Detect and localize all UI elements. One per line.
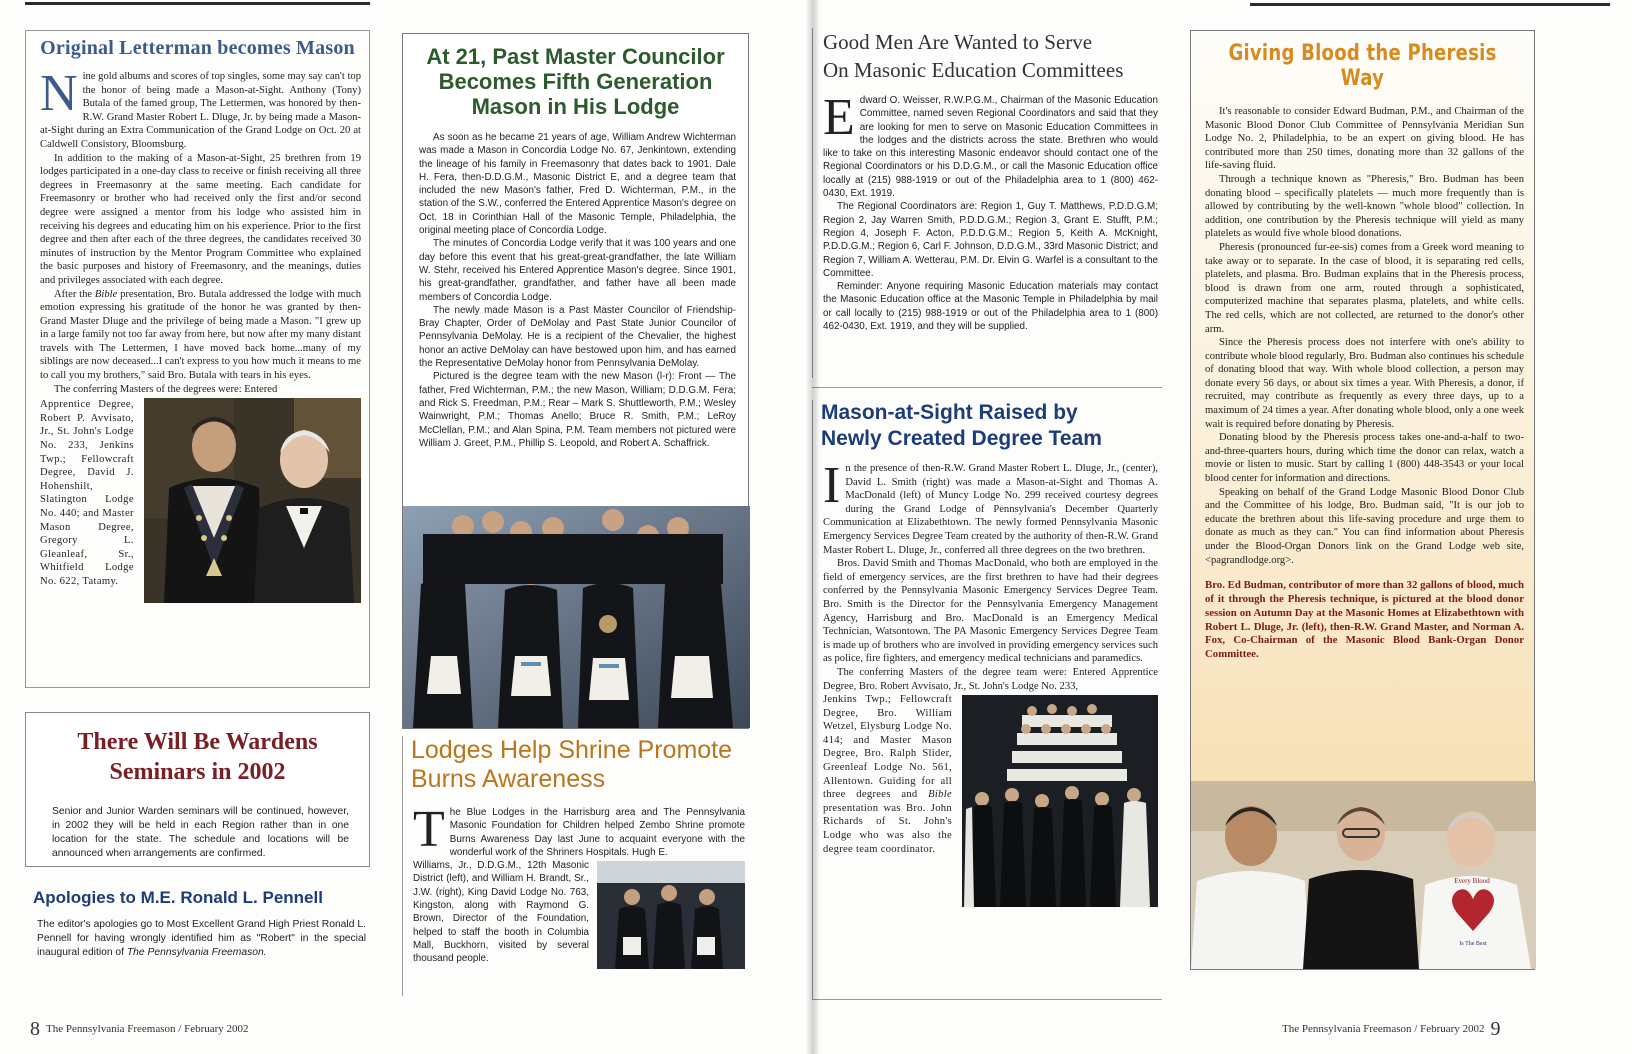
shrine-article (402, 736, 749, 996)
blood-p6: Speaking on behalf of the Grand Lodge Masonic Blood Donor Club and the Committee of his lodge, Bro. Budman said, "It is our job to educate the brethren about this life-saving procedure and urge them to donate as much as they can." You can find information about Pheresis under the Blood-Organ Donors link on the Grand Lodge web site, <pagrandlodge.org>. (1205, 486, 1524, 566)
education-p3: Reminder: Anyone requiring Masonic Education materials may contact the Masonic Education office at the Masonic Temple in Philadelphia by mail or call locally to (215) 988-1919 or out of the Philadelphia area to 1 (800) 462-0430, Ext. 1919, and they will be supplied. (823, 281, 1158, 333)
shrine-body (403, 794, 749, 969)
education-divider (812, 387, 1162, 388)
degree-team-photo (403, 506, 750, 728)
education-p2: The Regional Coordinators are: Region 1, Guy T. Matthews, P.D.D.G.M; Region 2, Jay Warren Smith, P.D.D.G.M.; Region 3, Grant E. Stufft, P.M.; Region 4, Joseph F. Acton, P.D.D.G.M.; Region 5, Keith A. McKnight, P.D.D.G.M.; Region 6, Carl F. Johnson, D.D.G.M., 33rd Masonic District; and Region 7, William A. Wetterau, P.M. Dr. Elvin G. Warfel is a consultant to the Committee. (823, 201, 1158, 279)
top-rule (25, 2, 370, 5)
shirt-text-2: Is The Best (1459, 941, 1487, 947)
degree-team-title: Mason-at-Sight Raised by Newly Created Degree Team (821, 401, 1102, 450)
letterman-p4a: The conferring Masters of the degrees were: Entered (54, 383, 278, 395)
blood-body (1191, 91, 1534, 567)
wardens-body: Senior and Junior Warden seminars will be continued, however, in 2002 they will be held in each Region rather than in one location for the state. The schedule and locations will be announced when arrangements are confirmed. (52, 806, 349, 859)
blood-article (1190, 30, 1535, 970)
education-dropcap: E (823, 89, 855, 146)
education-title: Good Men Are Wanted to Serve On Masonic Education Committees (823, 30, 1124, 82)
letterman-p3: After the Bible presentation, Bro. Butala addressed the lodge with much emotion expressing his gratitude of the honor he was granted by then-Grand Master Dluge and the privilege of being made a Mason. "I grew up in a large family not too far away from here, but now after my many distant travels with The Lettermen, I have moved back home...many of my siblings are now deceased...I can't express to you how much it means to me to call you my brothers," said Bro. Butala with tears in his eyes. (40, 288, 362, 382)
apologies-title: Apologies to M.E. Ronald L. Pennell (33, 888, 323, 907)
wichterman-p2: The minutes of Concordia Lodge verify that it was 100 years and one day before this event that his great-great-grandfather, the late William W. Stehr, received his Entered Apprentice Mason's degree. Since 1901, his great-grandfather, grandfather, and father have all been made members of Concordia Lodge. (419, 238, 736, 303)
shrine-dropcap: T (413, 801, 445, 858)
left-folio: 8 The Pennsylvania Freemason / February 2002 (30, 1018, 249, 1040)
wichterman-p4: Pictured is the degree team with the new Mason (l-r): Front — The father, Fred Wichterman, P.M.; the new Mason, William; D.D.G.M. Fera; and Rick S. Freedman, P.M.; Rear – Mark S. Shuttleworth, P.M.; Wesley Wainwright, P.M.; Thomas Anello; Bruce R. Smith, P.M.; LeRoy McClellan, P.M.; and Alan Spina, P.M. Team members not pictured were William J. Greet, P.M., Phillip S. Leopold, and Robert A. Schaffrick. (419, 371, 736, 449)
letterman-p1: ine gold albums and scores of top singles, some may say can't top the honor of being made a Mason-at-Sight. Anthony (Tony) Butala of the famed group, The Lettermen, was honored by then-R.W. Grand Master Robert L. Dluge, Jr. by being made a Mason-at-Sight during an Extra Communication of the Grand Lodge on Oct. 20 at Caldwell Consistory, Bloomsburg. (40, 71, 361, 150)
top-rule-right (1250, 3, 1610, 6)
budman-photo (1191, 781, 1536, 969)
blood-p1: It's reasonable to consider Edward Budman, P.M., and Chairman of the Masonic Blood Donor Club Committee of Pennsylvania Meridian Sun Lodge No. 2, Philadelphia, to be an expert on giving blood. He has contributed more than 250 times, donating more than 32 gallons of the life-saving fluid. (1205, 106, 1524, 172)
degree-team-body (813, 452, 1162, 907)
letterman-dropcap: N (40, 65, 78, 122)
right-folio: The Pennsylvania Freemason / February 2002 9 (1282, 1018, 1501, 1040)
degree-team-dropcap: I (823, 457, 841, 514)
blood-p2: Through a technique known as "Pheresis," Bro. Budman has been donating blood – specifically platelets — much more frequently than is allowed by contributing by the well-known "whole blood" collection. In addition, one contribution by the Pheresis technique will yield as many platelets as would five whole blood donations. (1205, 173, 1524, 240)
education-body (813, 84, 1162, 333)
left-page (0, 0, 812, 1054)
letterman-p2: In addition to the making of a Mason-at-Sight, 25 brethren from 19 lodges participated in a one-day class to receive or finish receiving all three degrees in Freemasonry at the same meeting. Each candidate for Freemasonry or brother who had received only the first and/or second degree were assigned a mentor from his lodge who assisted him in receiving his degrees and educating him on his experience. Prior to the first degree and then after each of the three degrees, the candidates received 30 minutes of instruction by the Mentor Program Committee who explained the basic purposes and history of Freemasonry, and the meanings, duties and privileges associated with each degree. (40, 152, 361, 286)
degree-team-p3b: Jenkins Twp.; Fellowcraft Degree, Bro. William Wetzel, Elysburg Lodge No. 414; and Master Mason Degree, Bro. Ralph Slider, Greenleaf Lodge No. 561, Allentown. Guiding for all three degrees and Bible presentation was Bro. John Richards of St. John's Lodge who was also the degree team coordinator. (823, 694, 952, 855)
letterman-article (25, 30, 370, 688)
emergency-team-photo (962, 695, 1158, 907)
shirt-text-1: Every Blood (1454, 877, 1490, 885)
degree-team-p2: Bros. David Smith and Thomas MacDonald, who both are employed in the field of emergency services, are the first brethren to have had their degrees conferred by the Pennsylvania Masonic Emergency Services Degree Team. Bro. Smith is the Director for the Pennsylvania Emergency Management Agency, Harrisburg and Bro. MacDonald is an Emergency Medical Technician, Watsontown. The PA Masonic Emergency Services Degree Team is made up of brothers who are involved in providing emergency services such as police, fire fighters, and emergency medical technicians and paramedics. (823, 558, 1158, 665)
shrine-title: Lodges Help Shrine Promote Burns Awareness (411, 736, 733, 793)
blood-p4: Since the Pheresis process does not interfere with one's ability to contribute whole blood regularly, Bro. Budman also continues his schedule of donating blood that way. With whole blood collection, a person may donate every 56 days, or about six times a year. With Pheresis, a donor, if recruited, may contribute as frequently as every three days, up to a maximum of 24 times a year. After donating whole blood, only a one week wait is required before donating by Pheresis. (1205, 337, 1524, 430)
wardens-box (25, 712, 370, 867)
shrine-p1: he Blue Lodges in the Harrisburg area and The Pennsylvania Masonic Foundation for Children helped Zembo Shrine promote Burns Awareness Day last June to acquaint everyone with the wonderful work of the Shriners Hospitals. Hugh E. (449, 807, 745, 858)
right-page (812, 0, 1632, 1054)
wichterman-p1: As soon as he became 21 years of age, William Andrew Wichterman was made a Mason in Concordia Lodge No. 67, Jenkintown, extending the lineage of his family in Freemasonry that dates back to 1901. Dale H. Fera, then-D.D.G.M., Masonic District E, and a degree team that included the new Mason's father, Fred D. Wichterman, P.M., in the station of the S.W., conferred the Entered Apprentice Mason's degree on Oct. 18 in Corinthian Hall of the Masonic Temple, Philadelphia, the original meeting place of Concordia Lodge. (419, 132, 736, 237)
apologies-article (25, 884, 370, 964)
wichterman-article (402, 33, 749, 729)
degree-team-p1: n the presence of then-R.W. Grand Master Robert L. Dluge, Jr., (center), David L. Smith (right) was made a Mason-at-Sight and Thomas A. MacDonald (left) of Muncy Lodge No. 299 received courtesy degrees during the Grand Lodge of Pennsylvania's December Quarterly Communication at Elizabethtown. The newly formed Pennsylvania Masonic Emergency Services Degree Team created by the authority of then-R.W. Grand Master Robert L. Dluge, Jr., conferred all three degrees on the two brethren. (823, 463, 1158, 556)
shrine-p2: Williams, Jr., D.D.G.M., 12th Masonic District (left), and William H. Brandt, Sr., J.W. (right), King David Lodge No. 763, Kingston, along with Raymond G. Brown, Director of the Foundation, helped to staff the booth in Columbia Mall, Buckhorn, visited by several thousand people. (413, 860, 589, 965)
spine-shadow (806, 0, 820, 1054)
letterman-title: Original Letterman becomes Mason (40, 37, 355, 59)
wichterman-body (403, 119, 748, 450)
letterman-body (26, 65, 369, 603)
wardens-title: There Will Be Wardens Seminars in 2002 (77, 729, 318, 785)
education-article (812, 28, 1162, 378)
blood-p3: Pheresis (pronounced fur-ee-sis) comes from a Greek word meaning to take away or to separate. In the case of blood, it is separating red cells, platelets, and plasma. Bro. Budman explains that in the Pheresis process, blood is drawn from one arm, routed through a sophisticated, computerized machine that separates plasma, platelets, and white cells. The red cells, which are not collected, are returned to the donor's other arm. (1205, 241, 1524, 335)
apologies-body: The editor's apologies go to Most Excellent Grand High Priest Ronald L. Pennell for having wrongly identified him as "Robert" in the special inaugural edition of The Pennsylvania Freemason. (37, 919, 366, 958)
blood-p5: Donating blood by the Pheresis process takes one-and-a-half to two-and-three-quarters hours, during which time the donor can relax, watch a movie or listen to music. Start by calling 1 (800) 448-3543 or your local blood center for information and directions. (1205, 432, 1524, 485)
degree-team-article (812, 400, 1162, 1000)
wichterman-p3: The newly made Mason is a Past Master Councilor of Friendship-Bray Chapter, Order of DeMolay and Past State Junior Councilor of Pennsylvania DeMolay. He is a recipient of the Chevalier, the highest honor an active DeMolay can have bestowed upon him, and has earned the Representative DeMolay honor from Pennsylvania DeMolay. (419, 304, 736, 370)
blood-caption: Bro. Ed Budman, contributor of more than 32 gallons of blood, much of it through the Pheresis technique, is pictured at the blood donor session on Autumn Day at the Masonic Homes at Elizabethtown with Robert L. Dluge, Jr. (left), then-R.W. Grand Master, and Norman A. Fox, Co-Chairman of the Masonic Blood Bank-Organ Donor Committee. (1205, 579, 1524, 661)
butala-photo (144, 398, 361, 603)
blood-title: Giving Blood the Pheresis Way (1228, 41, 1497, 91)
wichterman-title: At 21, Past Master Councilor Becomes Fifth Generation Mason in His Lodge (426, 44, 725, 119)
degree-team-p3a: The conferring Masters of the degree team were: Entered Apprentice Degree, Bro. Robert Avvisato, Jr., St. John's Lodge No. 233, (823, 666, 1158, 692)
education-p1: dward O. Weisser, R.W.P.G.M., Chairman of the Masonic Education Committee, named seven Regional Coordinators and said that they are looking for men to serve on Masonic Education Committees in the lodges and the districts across the state. Brethren who would like to take on this interesting Masonic endeavor should contact one of the Regional Coordinators or his D.D.G.M., or call the Masonic Education office locally at (215) 988-1919 or out of the Philadelphia area to 1 (800) 462-0430, Ext. 1919. (823, 95, 1158, 200)
shrine-photo (597, 861, 745, 969)
letterman-p4b: Apprentice Degree, Robert P. Avvisato, Jr., St. John's Lodge No. 233, Jenkins Twp.; Fellowcraft Degree, David J. Hohenshilt, Slatington Lodge No. 440; and Master Mason Degree, Gregory L. Gleanleaf, Sr., Whitfield Lodge No. 622, Tatamy. (40, 399, 134, 587)
